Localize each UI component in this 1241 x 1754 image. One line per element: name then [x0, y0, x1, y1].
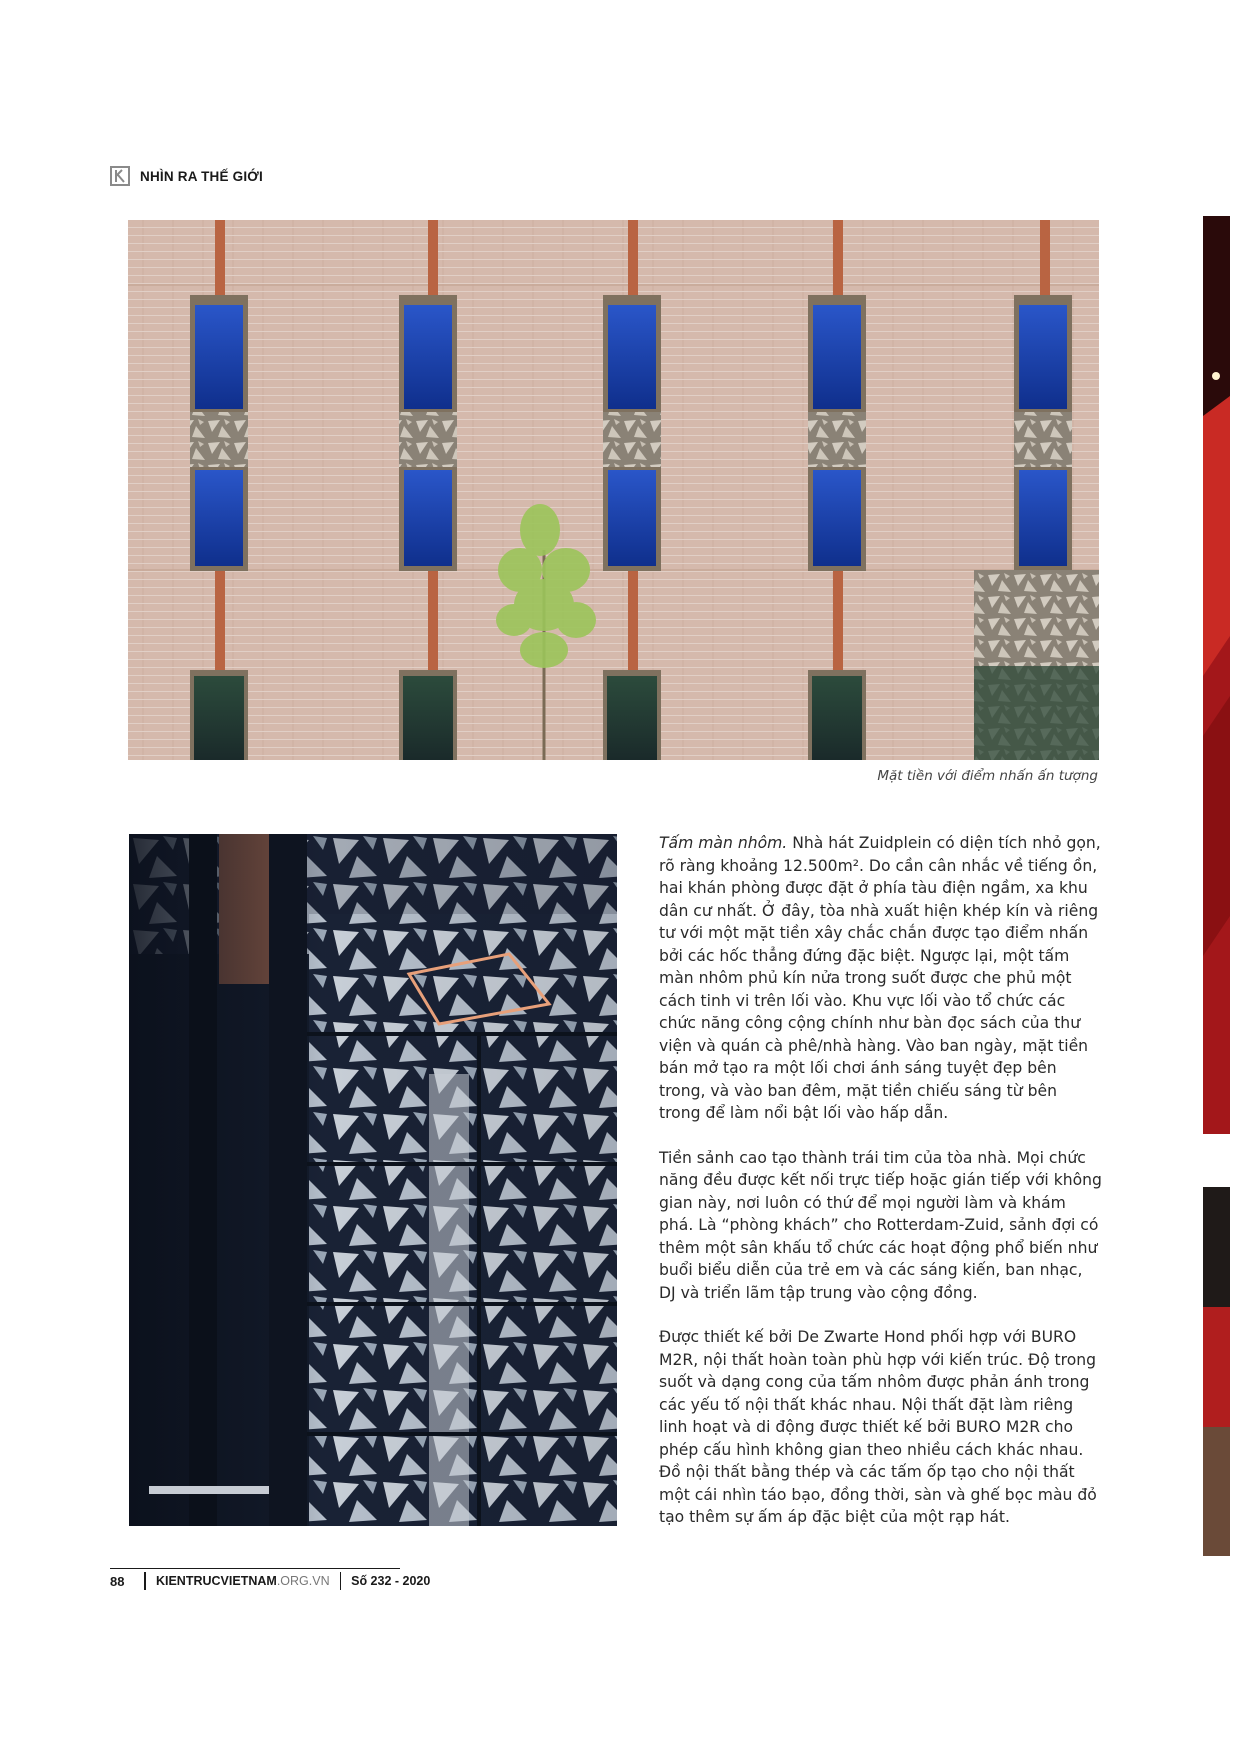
site-domain: .ORG.VN [276, 1574, 330, 1588]
facade-photo [128, 220, 1099, 760]
section-title: NHÌN RA THẾ GIỚI [140, 168, 263, 184]
edge-photo-strip-bottom [1203, 1187, 1230, 1556]
site-name: KIENTRUCVIETNAM [155, 1574, 277, 1588]
article-paragraph-3: Được thiết kế bởi De Zwarte Hond phối hợp với BURO M2R, nội thất hoàn toàn phù hợp với kiến trúc. Độ trong suốt và dạng cong của tấm nhôm được phản ánh trong các yếu tố nội thất khác nhau. Nội thất đặt làm riêng linh hoạt và di động được thiết kế bởi BURO M2R cho phép cấu hình không gian theo nhiều cách khác nhau. Đồ nội thất bằng thép và các tấm ốp tạo cho nội thất một cái nhìn táo bạo, đồng thời, sàn và ghế bọc màu đỏ tạo thêm sự ấm áp đặc biệt của một rạp hát. [659, 1328, 1097, 1526]
interior-photo [129, 834, 617, 1526]
edge-photo-strip-top [1203, 216, 1230, 1134]
article-paragraph-1 [659, 832, 1103, 1125]
page-number: 88 [110, 1573, 125, 1589]
issue-label: Số 232 - 2020 [351, 1574, 431, 1588]
paragraph-lead-in: Tấm màn nhôm. [659, 834, 788, 852]
section-header [110, 164, 263, 188]
paragraph-1-text: Nhà hát Zuidplein có diện tích nhỏ gọn, rõ ràng khoảng 12.500m². Do cần cân nhắc về tiếng ồn, hai khán phòng được đặt ở phía tàu điện ngầm, xa khu dân cư nhất. Ở đây, tòa nhà xuất hiện khép kín và riêng tư với một mặt tiền xây chắc chắn được tạo điểm nhấn bởi các hốc thẳng đứng đặc biệt. Ngược lại, một tấm màn nhôm phủ kín nửa trong suốt được che phủ một cách tinh vi trên lối vào. Khu vực lối vào tổ chức các chức năng công cộng chính như bàn đọc sách của thư viện và quán cà phê/nhà hàng. Vào ban ngày, mặt tiền bán mở tạo ra một lối chơi ánh sáng tuyệt đẹp bên trong, và vào ban đêm, mặt tiền chiếu sáng từ bên trong để làm nổi bật lối vào hấp dẫn. [659, 834, 1101, 1122]
kt-logo-icon [110, 166, 130, 186]
footer-rule [110, 1568, 400, 1569]
footer-divider [144, 1572, 146, 1590]
footer-divider [340, 1572, 342, 1590]
figure-caption: Mặt tiền với điểm nhấn ấn tượng [877, 768, 1098, 784]
article-paragraph-2: Tiền sảnh cao tạo thành trái tim của tòa nhà. Mọi chức năng đều được kết nối trực tiếp hoặc gián tiếp với không gian này, nơi luôn có thứ để mọi người làm và khám phá. Là “phòng khách” cho Rotterdam-Zuid, sảnh đợi có thêm một sân khấu tổ chức các hoạt động phổ biến như buổi biểu diễn của trẻ em và các sáng kiến, ban nhạc, DJ và triển lãm tập trung vào cộng đồng. [659, 1148, 1102, 1302]
page-footer [110, 1572, 430, 1590]
article-body [659, 832, 1103, 1551]
